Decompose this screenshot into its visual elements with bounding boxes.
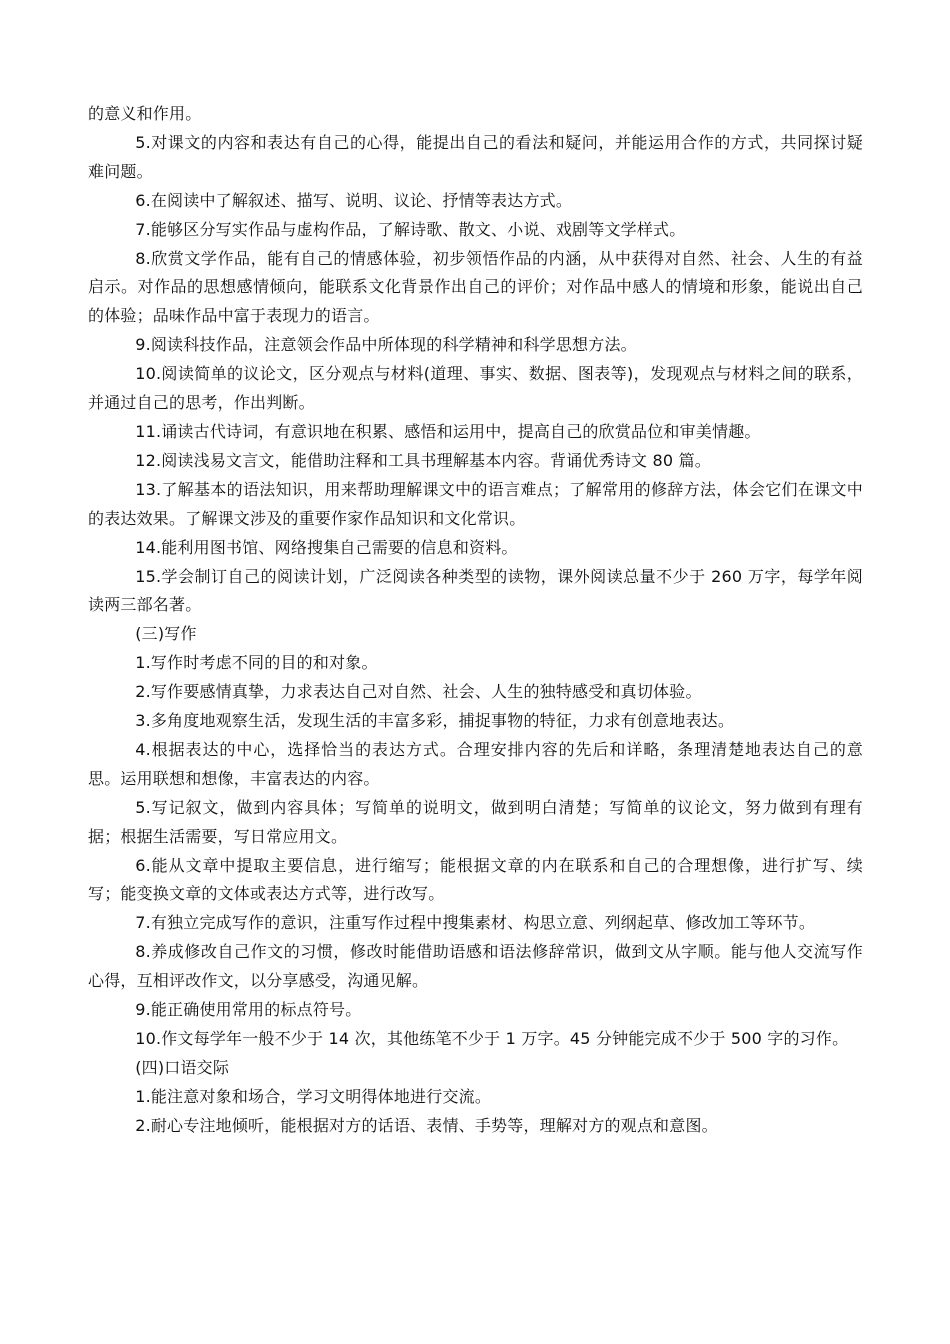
paragraph: 12.阅读浅易文言文，能借助注释和工具书理解基本内容。背诵优秀诗文 80 篇。 (135, 450, 711, 470)
paragraph: 1.写作时考虑不同的目的和对象。 (135, 653, 378, 673)
paragraph: 5.对课文的内容和表达有自己的心得，能提出自己的看法和疑问，并能运用合作的方式，共同探讨疑难问题。 (88, 132, 863, 181)
paragraph: (三)写作 (135, 624, 197, 644)
paragraph: 6.能从文章中提取主要信息，进行缩写；能根据文章的内在联系和自己的合理想像，进行扩写、续写；能变换文章的文体或表达方式等，进行改写。 (88, 855, 863, 904)
paragraph: 3.多角度地观察生活，发现生活的丰富多彩，捕捉事物的特征，力求有创意地表达。 (135, 711, 735, 731)
paragraph: 15.学会制订自己的阅读计划，广泛阅读各种类型的读物，课外阅读总量不少于 260 万字，每学年阅读两三部名著。 (88, 566, 863, 615)
paragraph: 8.欣赏文学作品，能有自己的情感体验，初步领悟作品的内涵，从中获得对自然、社会、人生的有益启示。对作品的思想感情倾向，能联系文化背景作出自己的评价；对作品中感人的情境和形象，能说出自己的体验；品味作品中富于表现力的语言。 (88, 248, 863, 326)
paragraph: 13.了解基本的语法知识，用来帮助理解课文中的语言难点；了解常用的修辞方法，体会它们在课文中的表达效果。了解课文涉及的重要作家作品知识和文化常识。 (88, 479, 863, 528)
paragraph: 7.有独立完成写作的意识，注重写作过程中搜集素材、构思立意、列纲起草、修改加工等环节。 (135, 913, 816, 933)
paragraph: 2.耐心专注地倾听，能根据对方的话语、表情、手势等，理解对方的观点和意图。 (135, 1115, 718, 1135)
paragraph: 5.写记叙文，做到内容具体；写简单的说明文，做到明白清楚；写简单的议论文，努力做到有理有据；根据生活需要，写日常应用文。 (88, 797, 863, 846)
paragraph: 10.阅读简单的议论文，区分观点与材料(道理、事实、数据、图表等)，发现观点与材料之间的联系，并通过自己的思考，作出判断。 (88, 364, 863, 413)
document-body (88, 100, 863, 1141)
paragraph: 9.能正确使用常用的标点符号。 (135, 1000, 362, 1020)
paragraph: 8.养成修改自己作文的习惯，修改时能借助语感和语法修辞常识，做到文从字顺。能与他人交流写作心得，互相评改作文，以分享感受，沟通见解。 (88, 942, 863, 991)
paragraph: 9.阅读科技作品，注意领会作品中所体现的科学精神和科学思想方法。 (135, 335, 637, 355)
paragraph: (四)口语交际 (135, 1057, 230, 1077)
paragraph: 2.写作要感情真挚，力求表达自己对自然、社会、人生的独特感受和真切体验。 (135, 682, 702, 702)
paragraph: 6.在阅读中了解叙述、描写、说明、议论、抒情等表达方式。 (135, 190, 573, 210)
paragraph: 14.能利用图书馆、网络搜集自己需要的信息和资料。 (135, 537, 518, 557)
paragraph: 7.能够区分写实作品与虚构作品，了解诗歌、散文、小说、戏剧等文学样式。 (135, 219, 686, 239)
paragraph: 10.作文每学年一般不少于 14 次，其他练笔不少于 1 万字。45 分钟能完成不少于 500 字的习作。 (135, 1029, 849, 1048)
paragraph: 1.能注意对象和场合，学习文明得体地进行交流。 (135, 1086, 492, 1106)
paragraph: 11.诵读古代诗词，有意识地在积累、感悟和运用中，提高自己的欣赏品位和审美情趣。 (135, 421, 761, 441)
paragraph: 的意义和作用。 (88, 104, 202, 123)
paragraph: 4.根据表达的中心，选择恰当的表达方式。合理安排内容的先后和详略，条理清楚地表达自己的意思。运用联想和想像，丰富表达的内容。 (88, 739, 863, 788)
